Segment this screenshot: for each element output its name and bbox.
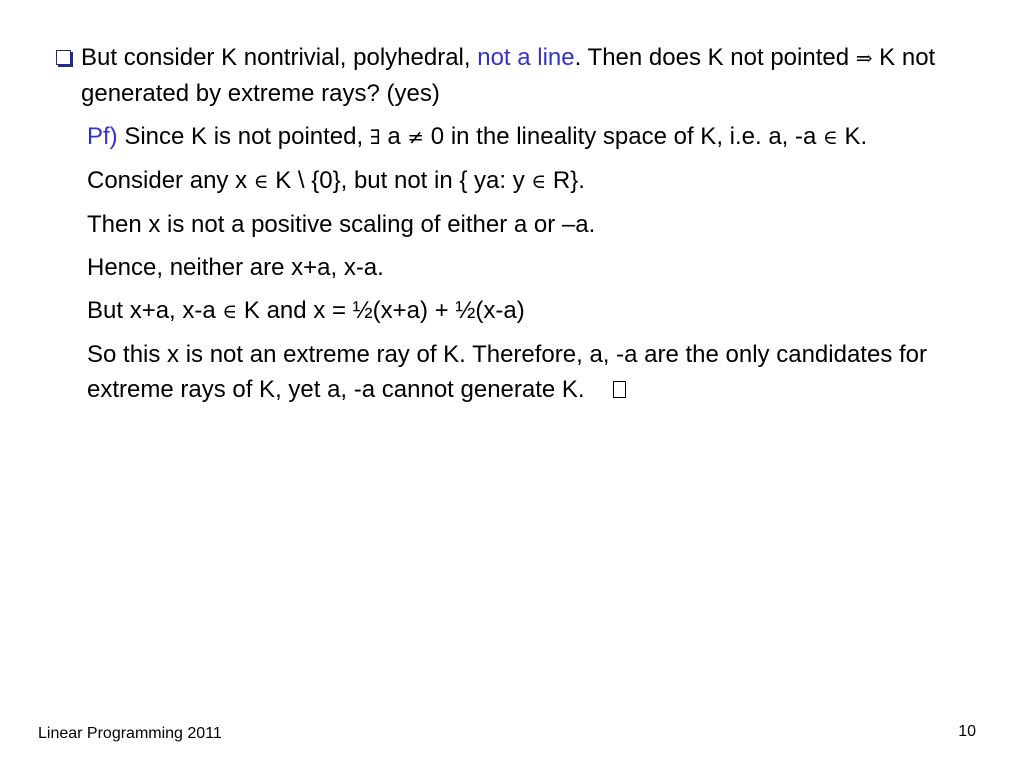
proof-line-1-text-d: K.: [837, 123, 868, 150]
proof-block: [87, 119, 976, 407]
question-text-part3: K not generated by extreme rays? (yes): [81, 44, 936, 107]
proof-line-1-text-a: Since K is not pointed,: [117, 123, 370, 150]
element-of-symbol: ∈: [253, 169, 269, 193]
proof-line-1: [87, 119, 976, 155]
element-of-symbol: ∈: [531, 169, 547, 193]
element-of-symbol: ∈: [222, 299, 238, 323]
question-text-part1: But consider K nontrivial, polyhedral,: [81, 44, 478, 71]
proof-line-2-text-a: Consider any x: [87, 167, 254, 194]
implies-symbol: ⇒: [855, 46, 873, 70]
proof-line-2: [87, 163, 976, 199]
proof-line-2-text-b: K \ {0}, but not in { ya: y: [268, 167, 532, 194]
proof-line-2-text-c: R}.: [546, 167, 585, 194]
question-text-part2: . Then does K not pointed: [574, 44, 856, 71]
slide-body: [56, 40, 976, 407]
proof-line-5-text-b: K and x = ½(x+a) + ½(x-a): [237, 297, 525, 324]
proof-line-6: [87, 337, 976, 407]
exists-symbol: ∃: [369, 125, 381, 149]
question-bullet: [56, 40, 976, 111]
proof-line-5: [87, 293, 976, 329]
proof-label: Pf): [87, 123, 118, 150]
proof-line-6-text: So this x is not an extreme ray of K. Therefore, a, -a are the only candidates for extreme rays of K, yet a, -a cannot generate K.: [87, 341, 927, 403]
question-text: [81, 40, 976, 111]
not-a-line-highlight: not a line: [477, 44, 575, 71]
not-equal-symbol: ≠: [407, 125, 425, 149]
proof-line-1-text-b: a: [380, 123, 408, 150]
proof-line-3: Then x is not a positive scaling of either a or –a.: [87, 211, 596, 238]
element-of-symbol: ∈: [823, 125, 838, 149]
proof-line-5-text-a: But x+a, x-a: [87, 297, 223, 324]
qed-box-icon: [613, 381, 626, 398]
footer-title: Linear Programming 2011: [38, 725, 222, 742]
proof-line-4: Hence, neither are x+a, x-a.: [87, 254, 384, 281]
proof-line-1-text-c: 0 in the lineality space of K, i.e. a, -a: [424, 123, 824, 150]
page-number: 10: [958, 723, 976, 740]
checkbox-icon: [56, 50, 71, 65]
